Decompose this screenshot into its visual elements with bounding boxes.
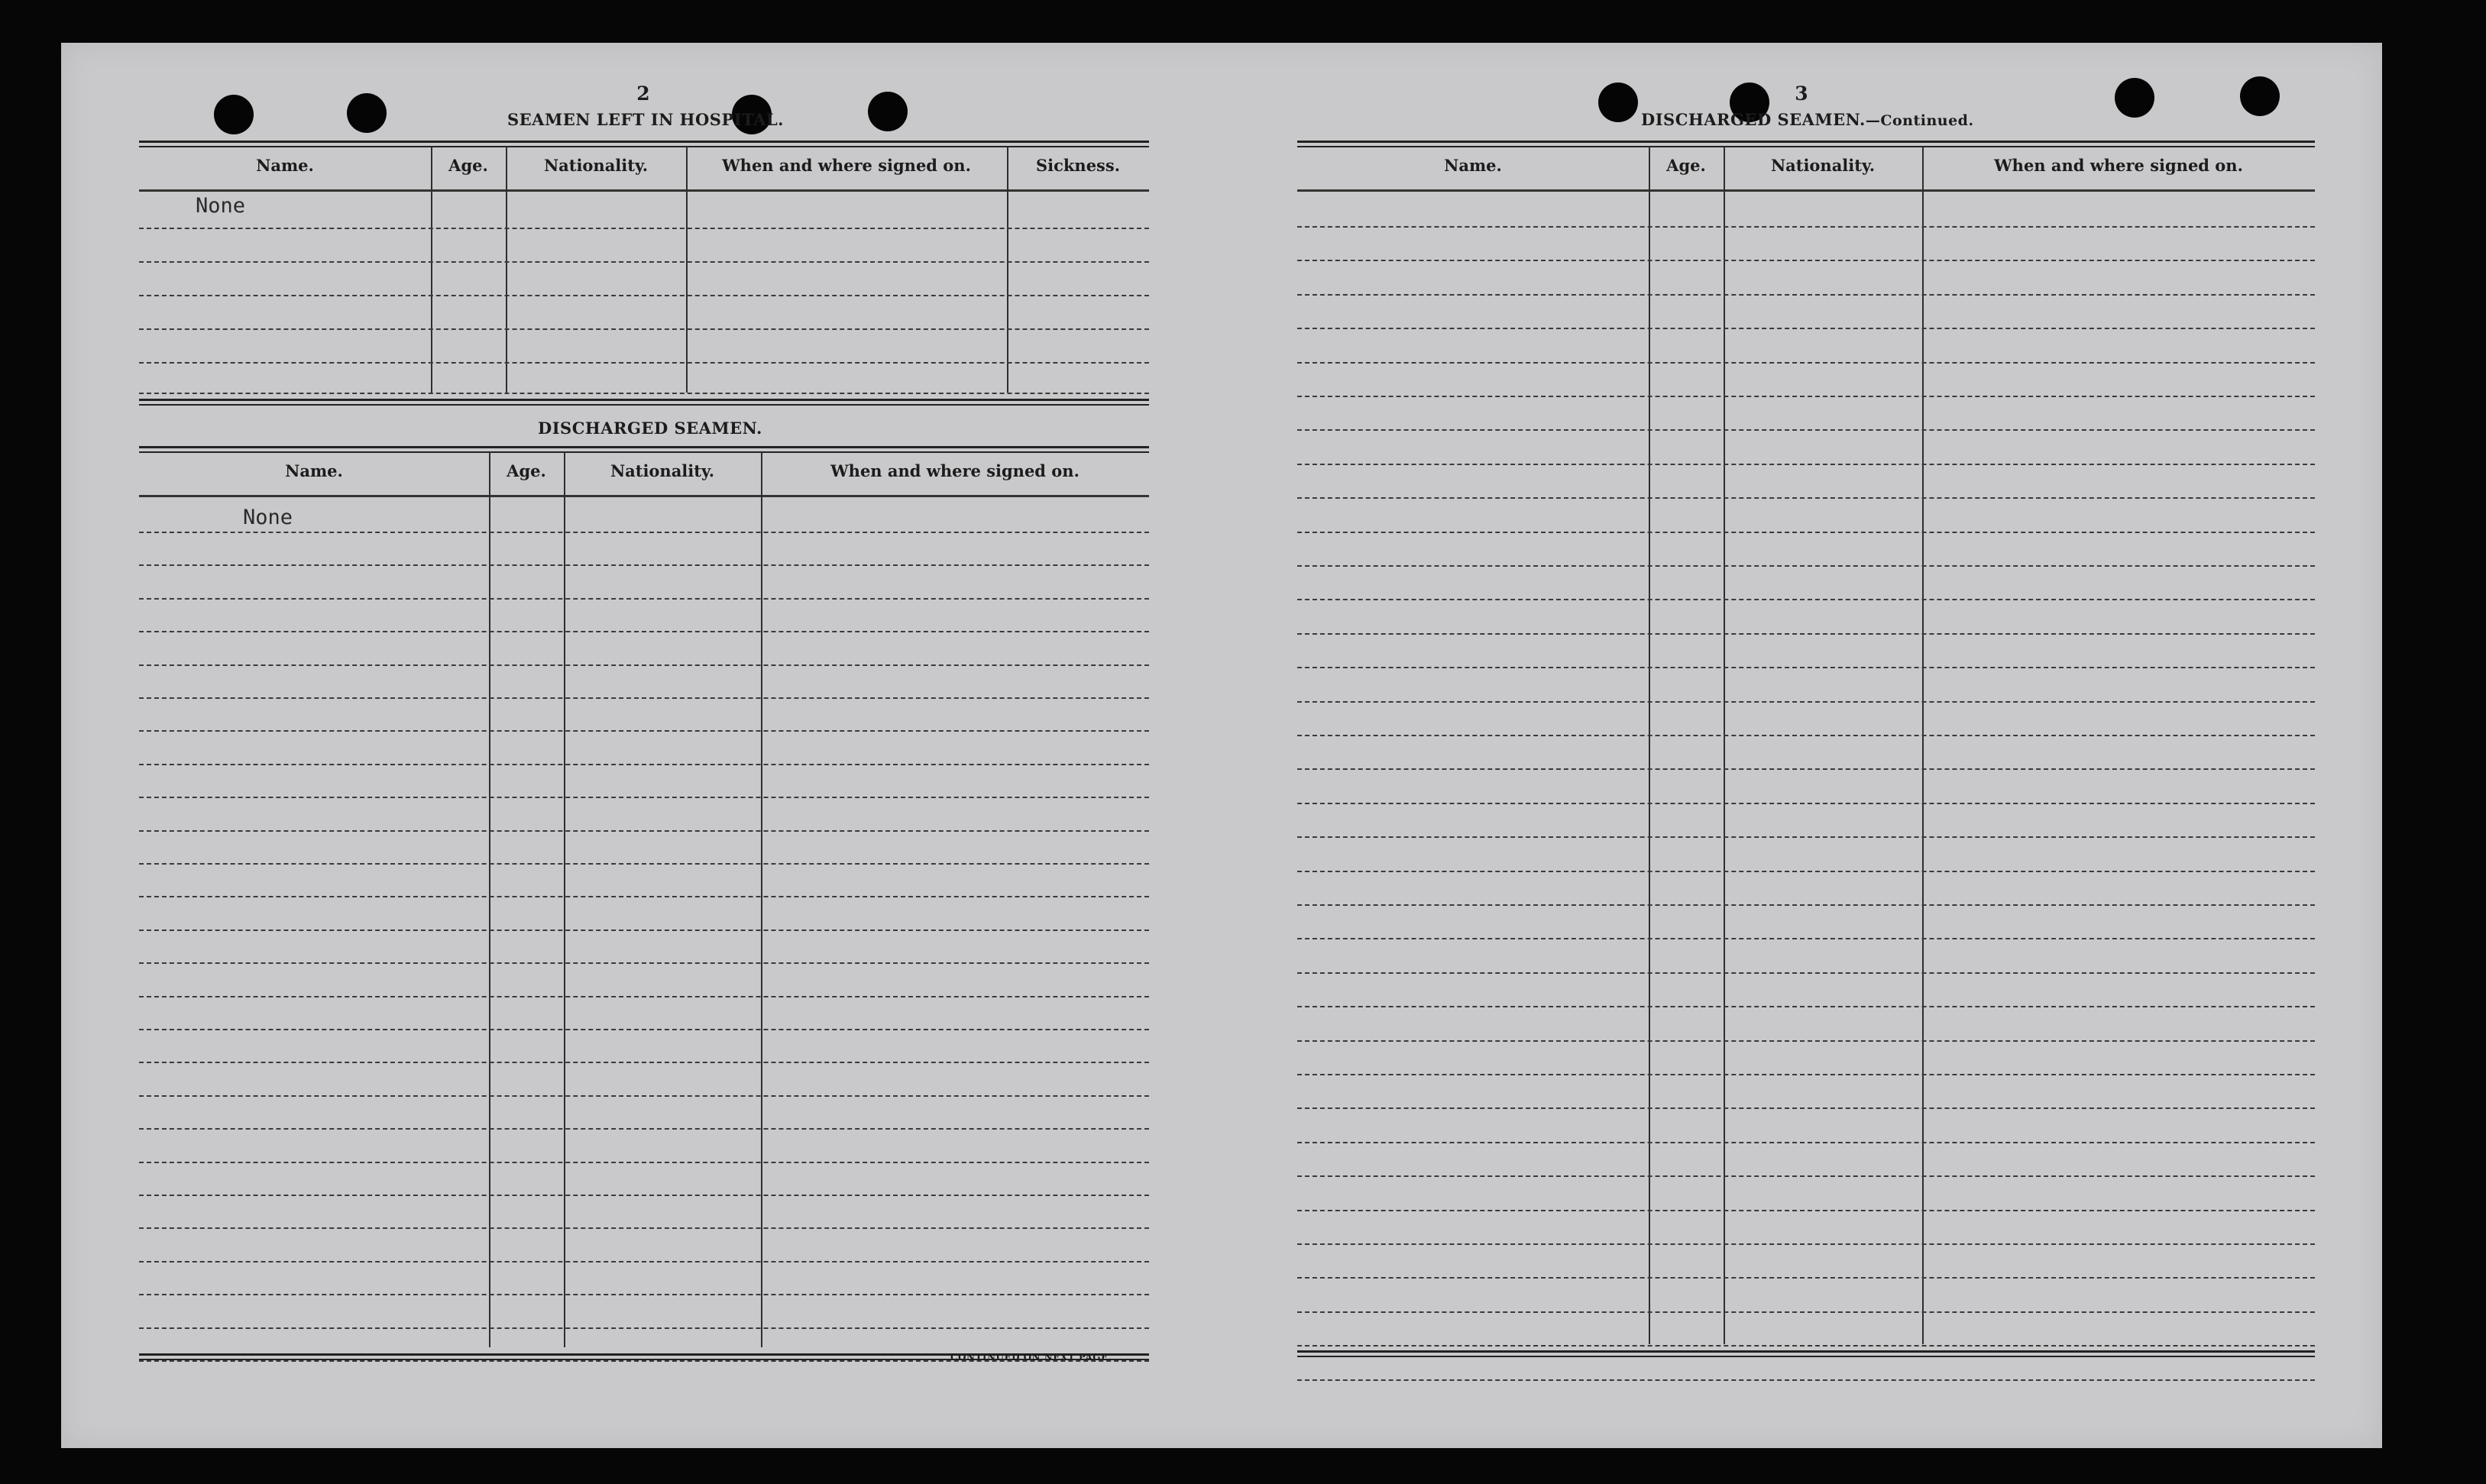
table-row [1297,1345,2315,1347]
punch-hole [2240,76,2280,116]
table-row [1297,226,2315,228]
discharged-table-right [1297,141,2315,1370]
table-row [1297,938,2315,939]
hospital-col-age: Age. [448,156,488,175]
table-row [139,730,1149,732]
punch-hole [1598,82,1638,122]
hospital-entry-none: None [196,194,246,218]
right-col-nationality: Nationality. [1770,156,1876,175]
table-row [139,1227,1149,1229]
table-row [139,764,1149,765]
table-row [139,830,1149,832]
table-row [139,863,1149,865]
table-row [1297,1107,2315,1109]
right-page-number: 3 [1795,82,1808,105]
table-row [1297,497,2315,499]
table-row [1297,1006,2315,1007]
right-section-title [1641,110,1974,129]
hospital-col-sickness: Sickness. [1035,156,1121,175]
table-row [139,1294,1149,1295]
hospital-col-nationality: Nationality. [543,156,649,175]
table-row [139,1327,1149,1329]
table-row [1297,904,2315,906]
table-row [1297,396,2315,397]
table-row [1297,599,2315,600]
table-row [139,962,1149,964]
table-row [139,1029,1149,1030]
right-col-name: Name. [1444,156,1502,175]
table-row [1297,871,2315,872]
discharged-entry-none: None [243,506,293,529]
table-row [1297,1040,2315,1042]
right-section-title-main: DISCHARGED SEAMEN. [1641,110,1866,129]
table-row [1297,735,2315,736]
table-row [139,564,1149,566]
table-row [139,1195,1149,1196]
right-col-age: Age. [1666,156,1706,175]
table-row [139,664,1149,666]
table-row [1297,803,2315,804]
table-row [1297,1175,2315,1177]
table-row [1297,532,2315,533]
discharged-col-age: Age. [507,461,546,480]
discharged-table-left [139,446,1149,1370]
table-row [1297,836,2315,838]
table-row [1297,1243,2315,1245]
table-row [139,532,1149,533]
table-row [1297,464,2315,465]
table-row [139,896,1149,897]
table-row [1297,701,2315,703]
table-row [1297,1277,2315,1279]
hospital-table [139,141,1149,403]
table-row [139,1261,1149,1263]
table-row [1297,633,2315,635]
discharged-section-title: DISCHARGED SEAMEN. [538,419,762,438]
table-row [1297,294,2315,296]
punch-hole [2115,78,2154,118]
table-row [1297,565,2315,567]
table-row [1297,260,2315,261]
table-row [1297,429,2315,431]
punch-hole [868,92,908,131]
table-row [1297,328,2315,329]
left-page-number: 2 [636,82,650,105]
discharged-col-name: Name. [285,461,343,480]
table-row [139,697,1149,699]
table-row [1297,1074,2315,1075]
table-row [1297,1311,2315,1313]
discharged-col-signed-on: When and where signed on. [830,461,1080,480]
table-row [139,996,1149,997]
punch-hole [347,93,387,133]
table-row [139,930,1149,931]
right-section-title-suffix: —Continued. [1865,112,1974,129]
table-row [1297,362,2315,364]
hospital-col-signed-on: When and where signed on. [722,156,971,175]
table-row [139,1128,1149,1130]
document-sheet [61,43,2382,1448]
hospital-section-title: SEAMEN LEFT IN HOSPITAL. [507,110,784,129]
table-row [1297,1142,2315,1143]
discharged-col-nationality: Nationality. [610,461,715,480]
table-row [1297,972,2315,974]
hospital-col-name: Name. [256,156,314,175]
continued-footer: CONTINUED ON NEXT PAGE. [950,1352,1112,1363]
table-row [139,1095,1149,1097]
right-col-signed-on: When and where signed on. [1994,156,2243,175]
table-row [139,1162,1149,1163]
table-row [1297,768,2315,770]
table-row [139,598,1149,600]
table-row [1297,667,2315,668]
table-row [139,1062,1149,1063]
table-row [1297,1379,2315,1381]
table-row [139,797,1149,798]
punch-hole [214,95,254,134]
table-row [139,631,1149,632]
table-row [1297,1210,2315,1211]
